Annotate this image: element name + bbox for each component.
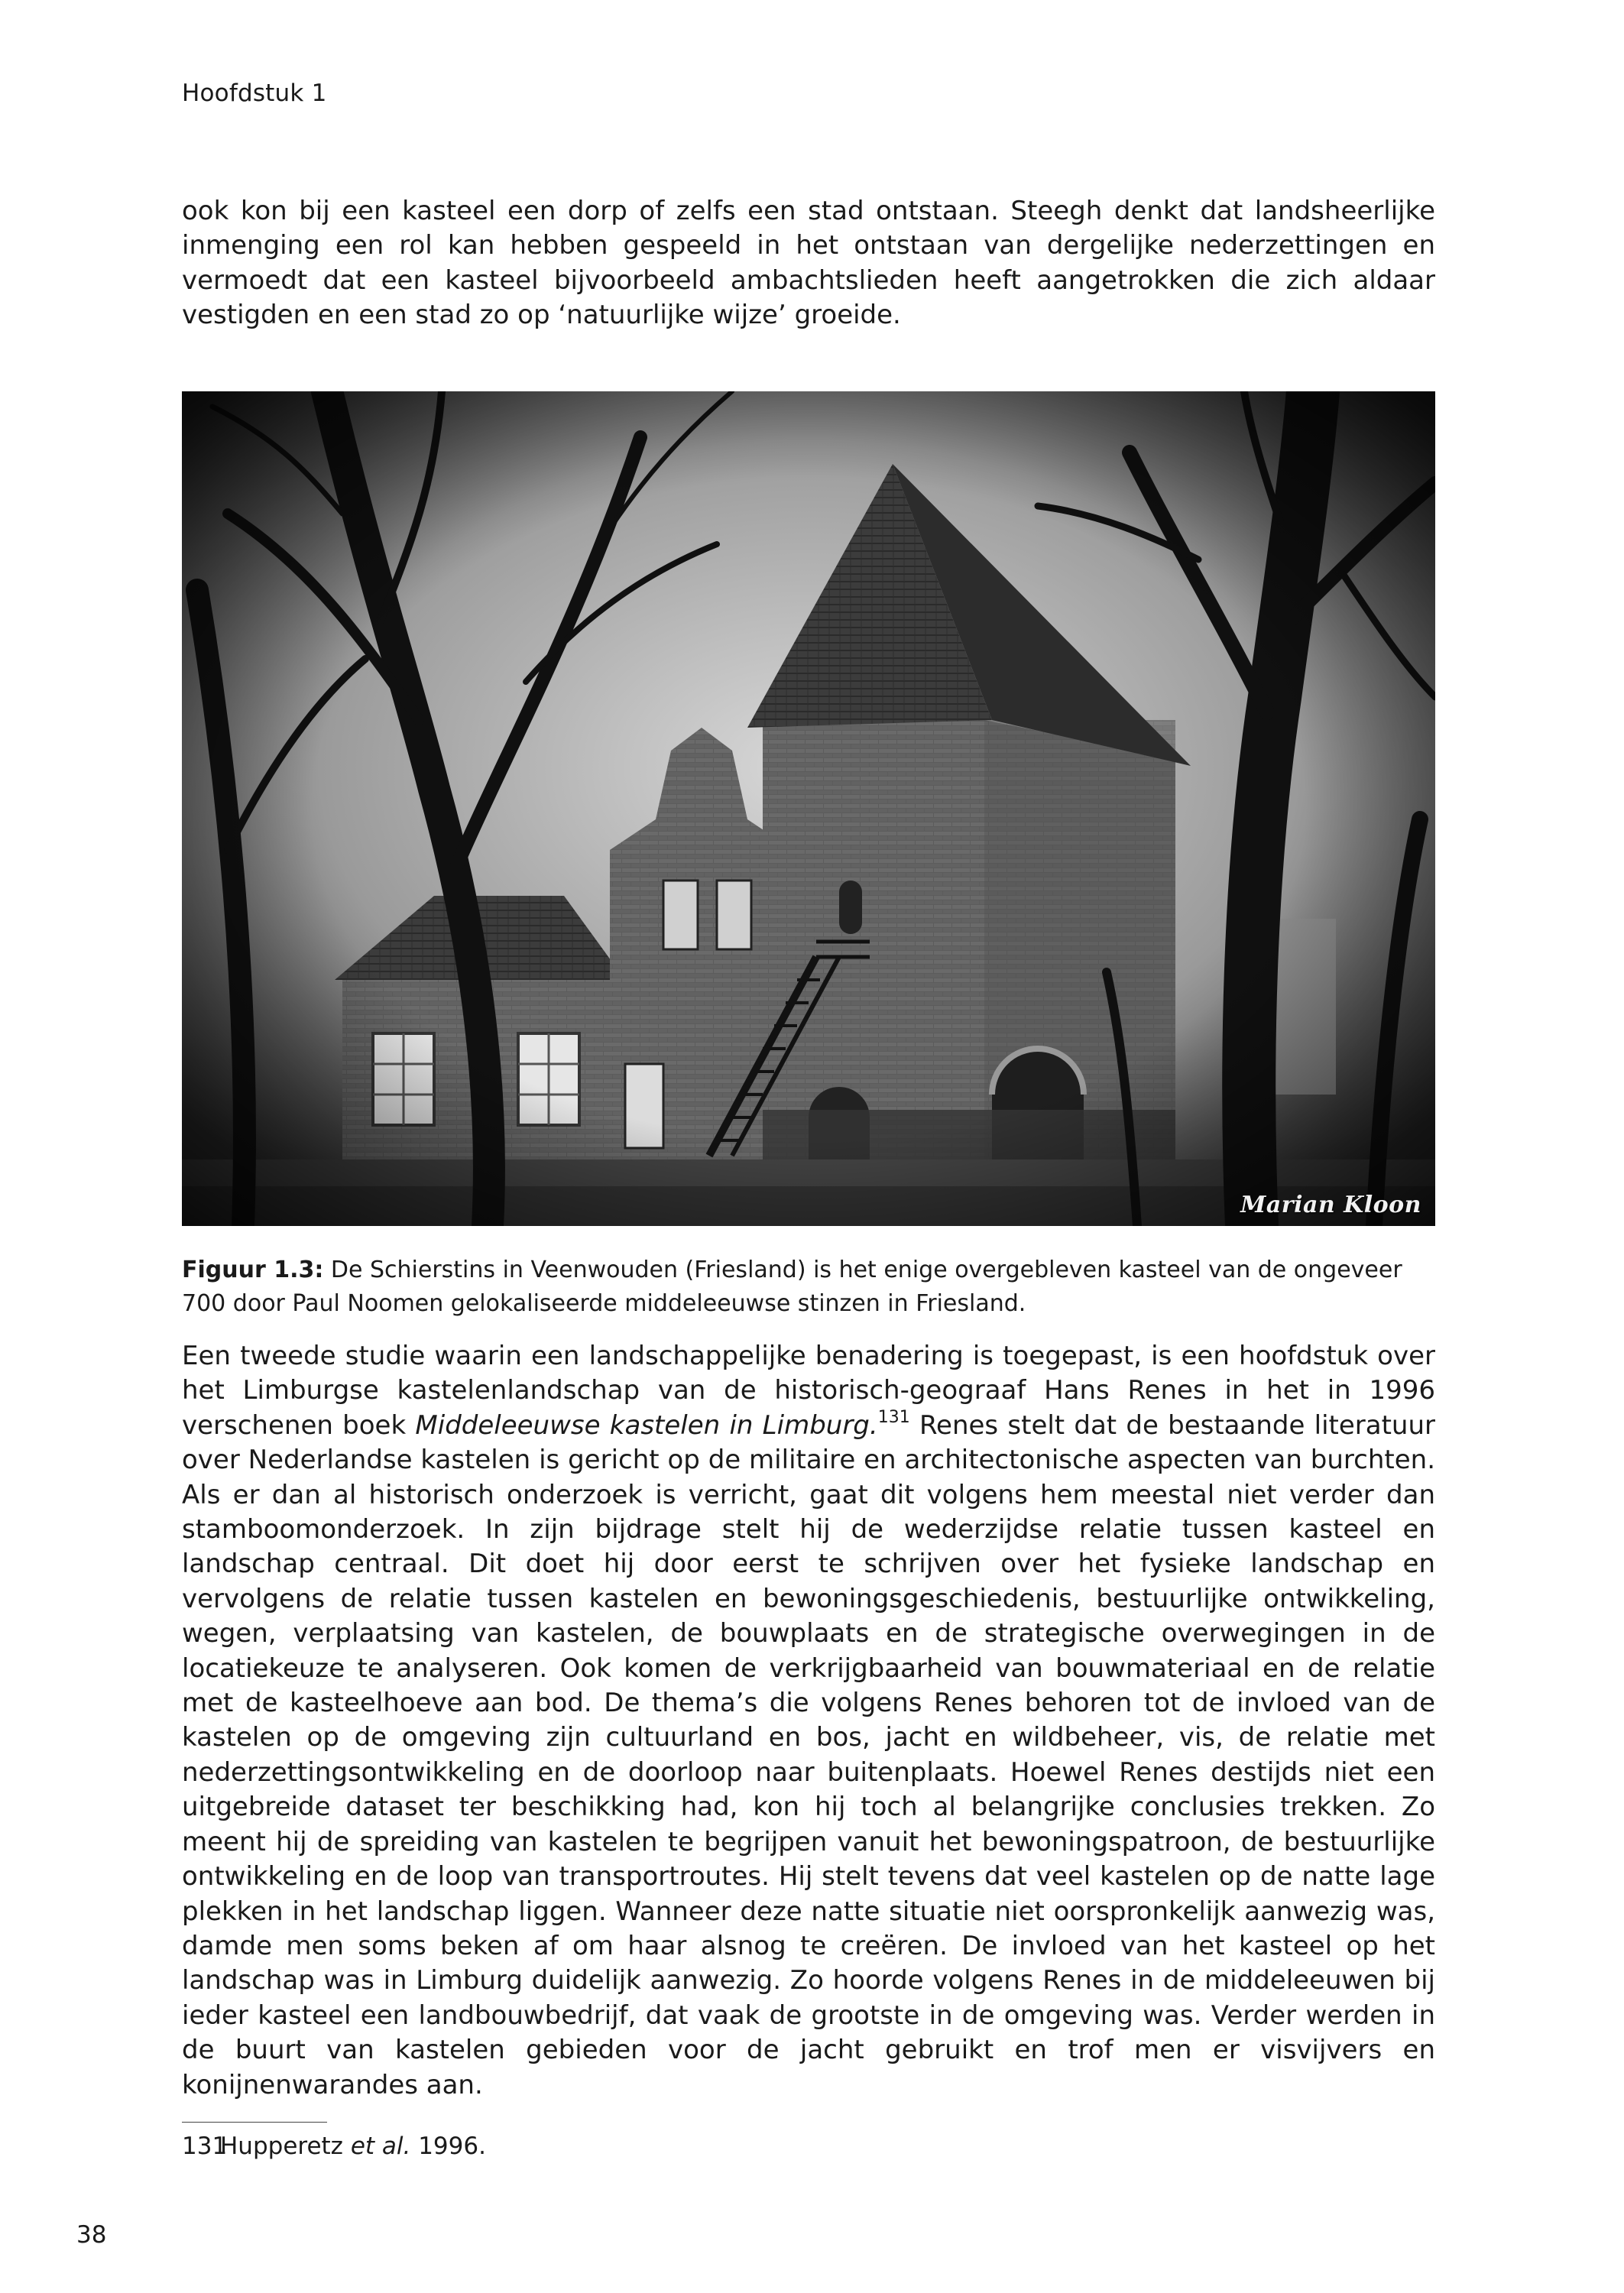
running-head: Hoofdstuk 1 [182, 79, 327, 107]
caption-text: De Schierstins in Veenwouden (Friesland) is het enige overgebleven kasteel van de ongeveer 700 door Paul Noomen gelokaliseerde middeleeuwse stinzen in Friesland. [182, 1257, 1402, 1317]
footnote-etal: et al. [350, 2132, 411, 2160]
paragraph-2 [182, 1339, 1435, 2103]
paragraph-2-part-2: Renes stelt dat de bestaande literatuur over Nederlandse kastelen is gericht op de militaire en architectonische aspecten van burchten. Als er dan al historisch onderzoek is verricht, gaat dit volgens hem meestal niet verder dan stamboomonderzoek. In zijn bijdrage stelt hij de wederzijdse relatie tussen kasteel en landschap centraal. Dit doet hij door eerst te schrijven over het fysieke landschap en vervolgens de relatie tussen kastelen en bewoningsgeschiedenis, bestuurlijke ontwikkeling, wegen, verplaatsing van kastelen, de bouwplaats en de strategische overwegingen in de locatiekeuze te analyseren. Ook komen de verkrijgbaarheid van bouwmateriaal en de relatie met de kasteelhoeve aan bod. De thema’s die volgens Renes behoren tot de invloed van de kastelen op de omgeving zijn cultuurland en bos, jacht en wildbeheer, vis, de relatie met nederzettingsontwikkeling en de doorloop naar buitenplaats. Hoewel Renes destijds niet een uitgebreide dataset ter beschikking had, kon hij toch al belangrijke conclusies trekken. Zo meent hij de spreiding van kastelen te begrijpen vanuit het bewoningspatroon, de bestuurlijke ontwikkeling en de loop van transportroutes. Hij stelt tevens dat veel kastelen op de natte lage plekken in het landschap liggen. Wanneer deze natte situatie niet oorspronkelijk aanwezig was, damde men soms beken af om haar alsnog te creëren. De invloed van het kasteel op het landschap was in Limburg duidelijk aanwezig. Zo hoorde volgens Renes in de middeleeuwen bij ieder kasteel een landbouwbedrijf, dat vaak de grootste in de omgeving was. Verder werden in de buurt van kastelen gebieden voor de jacht gebruikt en trof men er visvijvers en konijnenwarandes aan. [182, 1409, 1436, 2100]
paragraph-2-part-1: Een tweede studie waarin een landschappelijke benadering is toegepast, is een hoofdstuk over het Limburgse kastelenlandschap van de historisch-geograaf Hans Renes in het in 1996 verschenen boek [182, 1341, 1435, 1441]
figure-photo [182, 391, 1435, 1226]
footnote-year: 1996. [410, 2132, 486, 2160]
footnote [182, 2131, 486, 2162]
figure-caption [182, 1254, 1435, 1321]
footnote-author: Hupperetz [220, 2132, 351, 2160]
footnote-number: 131 [182, 2132, 228, 2160]
page-number: 38 [76, 2221, 107, 2249]
book-title: Middeleeuwse kastelen in Limburg. [415, 1409, 878, 1441]
paragraph-1: ook kon bij een kasteel een dorp of zelfs een stad ontstaan. Steegh denkt dat landsheerlijke inmenging een rol kan hebben gespeeld in het ontstaan van dergelijke nederzettingen en vermoedt dat een kasteel bijvoorbeeld ambachtslieden heeft aangetrokken die zich aldaar vestigden en een stad zo op ‘natuurlijke wijze’ groeide. [182, 196, 1435, 331]
footnote-divider [182, 2122, 327, 2123]
castle-photo-illustration [182, 391, 1435, 1226]
caption-label: Figuur 1.3: [182, 1257, 324, 1283]
photo-credit: Marian Kloon [1240, 1192, 1421, 1218]
footnote-ref[interactable]: 131 [877, 1407, 910, 1427]
